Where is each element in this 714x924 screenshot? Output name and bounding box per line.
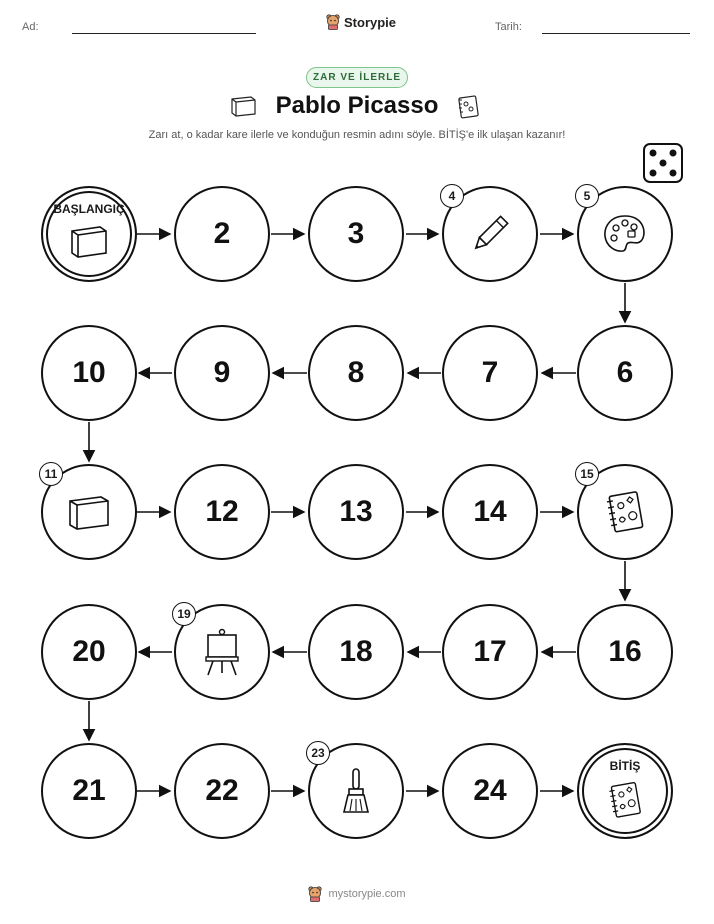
- activity-badge: ZAR VE İLERLE: [306, 67, 408, 88]
- square-number: 22: [205, 774, 239, 807]
- square-number: 20: [72, 635, 106, 668]
- board-square: [442, 186, 538, 282]
- square-number: 14: [473, 495, 507, 528]
- spiral-notebook-icon: [606, 779, 644, 821]
- square-number: 19: [172, 602, 196, 626]
- date-label: Tarih:: [495, 21, 522, 33]
- board-square: [41, 604, 137, 700]
- pencil-icon: [466, 210, 514, 258]
- board-square: [174, 186, 270, 282]
- board-square: [442, 604, 538, 700]
- board-square: [308, 743, 404, 839]
- paintbrush-icon: [334, 766, 378, 816]
- board-square: [577, 464, 673, 560]
- board-square: [577, 325, 673, 421]
- sketchbook-icon: [65, 492, 113, 532]
- square-number: 24: [473, 774, 507, 807]
- square-number: 4: [440, 184, 464, 208]
- finish-label: BİTİŞ: [609, 759, 641, 773]
- sketchbook-icon: [68, 223, 110, 259]
- square-number: 6: [616, 356, 634, 389]
- brand-name: Storypie: [344, 14, 397, 30]
- board-square: [174, 604, 270, 700]
- footer-url: mystorypie.com: [328, 888, 406, 900]
- start-label: BAŞLANGIÇ: [53, 202, 125, 216]
- board-square: [577, 604, 673, 700]
- square-number: 5: [575, 184, 599, 208]
- square-number: 18: [339, 635, 373, 668]
- board-square: [41, 325, 137, 421]
- square-number: 10: [72, 356, 106, 389]
- square-number: 13: [339, 495, 373, 528]
- square-number: 15: [575, 462, 599, 486]
- board-square: [442, 325, 538, 421]
- board-square: [41, 743, 137, 839]
- footer: [0, 886, 714, 902]
- square-number: 11: [39, 462, 63, 486]
- square-number: 3: [347, 217, 365, 250]
- board-square: [174, 325, 270, 421]
- board-square: [577, 186, 673, 282]
- spiral-notebook-icon: [603, 489, 647, 535]
- name-label: Ad:: [22, 21, 39, 33]
- board-square-finish: [577, 743, 673, 839]
- square-number: 16: [608, 635, 642, 668]
- board-square: [308, 464, 404, 560]
- bear-mascot-icon: [308, 886, 322, 902]
- board-square: [442, 464, 538, 560]
- easel-icon: [202, 627, 242, 677]
- board-square: [174, 743, 270, 839]
- square-number: 23: [306, 741, 330, 765]
- board-square: [174, 464, 270, 560]
- board-square: [308, 325, 404, 421]
- palette-icon: [601, 212, 649, 256]
- instructions: Zarı at, o kadar kare ilerle ve konduğun resmin adını söyle. BİTİŞ'e ilk ulaşan kazanır!: [148, 129, 566, 141]
- square-number: 21: [72, 774, 106, 807]
- square-number: 8: [347, 356, 365, 389]
- square-number: 12: [205, 495, 239, 528]
- board-square: [308, 186, 404, 282]
- board-square: [41, 464, 137, 560]
- square-number: 2: [213, 217, 231, 250]
- square-number: 17: [473, 635, 507, 668]
- board-square: [442, 743, 538, 839]
- board-square: [308, 604, 404, 700]
- page-title: Pablo Picasso: [275, 92, 439, 119]
- square-number: 7: [481, 356, 499, 389]
- board-square-start: [41, 186, 137, 282]
- square-number: 9: [213, 356, 231, 389]
